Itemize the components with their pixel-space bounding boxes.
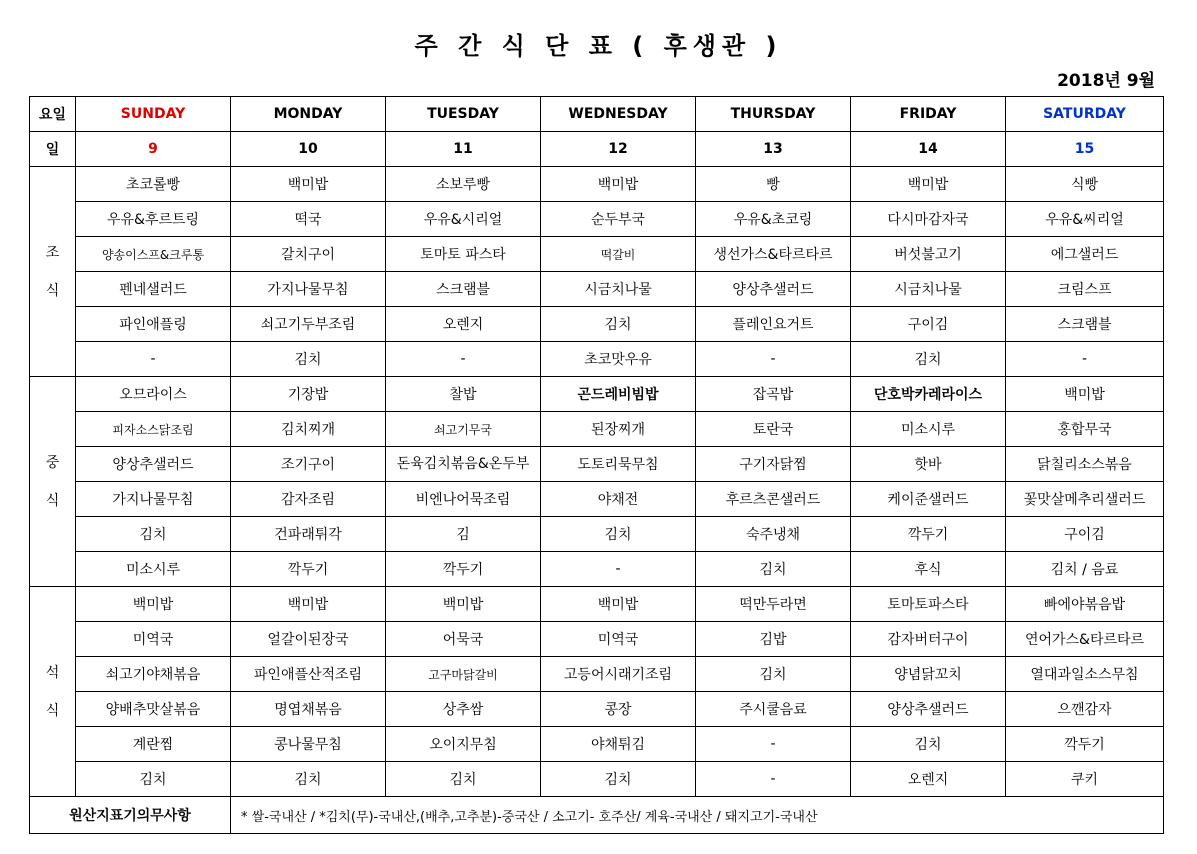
lunch-dish-monday: 감자조림	[231, 482, 386, 517]
breakfast-row	[30, 167, 1164, 202]
lunch-dish-wednesday: -	[541, 552, 696, 587]
dinner-row	[30, 622, 1164, 657]
lunch-row	[30, 447, 1164, 482]
breakfast-dish-friday: 김치	[851, 342, 1006, 377]
dinner-dish-friday: 김치	[851, 727, 1006, 762]
dinner-dish-sunday: 김치	[76, 762, 231, 797]
dinner-dish-saturday: 으깬감자	[1006, 692, 1164, 727]
weekday-saturday: SATURDAY	[1006, 97, 1164, 132]
lunch-row	[30, 412, 1164, 447]
dinner-dish-monday: 명엽채볶음	[231, 692, 386, 727]
lunch-dish-wednesday: 된장찌개	[541, 412, 696, 447]
breakfast-dish-thursday: 플레인요거트	[696, 307, 851, 342]
lunch-dish-thursday: 숙주냉채	[696, 517, 851, 552]
date-tuesday: 11	[386, 132, 541, 167]
dinner-dish-thursday: -	[696, 727, 851, 762]
dinner-dish-friday: 양상추샐러드	[851, 692, 1006, 727]
origin-notice-row	[30, 797, 1164, 834]
date-friday: 14	[851, 132, 1006, 167]
lunch-row	[30, 377, 1164, 412]
dinner-dish-thursday: 주시쿨음료	[696, 692, 851, 727]
breakfast-dish-friday: 버섯불고기	[851, 237, 1006, 272]
dinner-dish-thursday: 김치	[696, 657, 851, 692]
breakfast-dish-tuesday: -	[386, 342, 541, 377]
lunch-dish-thursday: 토란국	[696, 412, 851, 447]
dinner-dish-friday: 감자버터구이	[851, 622, 1006, 657]
dinner-label-char-2: 식	[45, 702, 60, 719]
breakfast-dish-sunday: 파인애플링	[76, 307, 231, 342]
breakfast-dish-thursday: 우유&초코링	[696, 202, 851, 237]
dinner-dish-tuesday: 오이지무침	[386, 727, 541, 762]
origin-notice-label: 원산지표기의무사항	[30, 797, 231, 834]
breakfast-row	[30, 307, 1164, 342]
lunch-dish-friday: 깍두기	[851, 517, 1006, 552]
lunch-dish-sunday: 김치	[76, 517, 231, 552]
dinner-dish-tuesday: 상추쌈	[386, 692, 541, 727]
breakfast-dish-saturday: 우유&씨리얼	[1006, 202, 1164, 237]
date-wednesday: 12	[541, 132, 696, 167]
dinner-row	[30, 587, 1164, 622]
lunch-dish-monday: 깍두기	[231, 552, 386, 587]
breakfast-dish-sunday: 펜네샐러드	[76, 272, 231, 307]
breakfast-dish-thursday: 빵	[696, 167, 851, 202]
breakfast-dish-saturday: 스크램블	[1006, 307, 1164, 342]
lunch-dish-tuesday: 돈육김치볶음&온두부	[386, 447, 541, 482]
dinner-dish-saturday: 빠에야볶음밥	[1006, 587, 1164, 622]
breakfast-dish-monday: 백미밥	[231, 167, 386, 202]
dinner-dish-friday: 오렌지	[851, 762, 1006, 797]
lunch-dish-thursday: 잡곡밥	[696, 377, 851, 412]
breakfast-dish-wednesday: 김치	[541, 307, 696, 342]
breakfast-dish-sunday: 우유&후르트링	[76, 202, 231, 237]
lunch-dish-saturday: 백미밥	[1006, 377, 1164, 412]
breakfast-dish-sunday: 양송이스프&크루통	[76, 237, 231, 272]
breakfast-dish-saturday: 에그샐러드	[1006, 237, 1164, 272]
lunch-dish-wednesday: 곤드레비빔밥	[541, 377, 696, 412]
lunch-dish-wednesday: 도토리묵무침	[541, 447, 696, 482]
date-label: 일	[30, 132, 76, 167]
lunch-dish-tuesday: 비엔나어묵조림	[386, 482, 541, 517]
lunch-dish-thursday: 구기자닭찜	[696, 447, 851, 482]
breakfast-dish-wednesday: 백미밥	[541, 167, 696, 202]
weekday-tuesday: TUESDAY	[386, 97, 541, 132]
dinner-dish-tuesday: 고구마닭갈비	[386, 657, 541, 692]
lunch-dish-monday: 건파래튀각	[231, 517, 386, 552]
dinner-dish-saturday: 열대과일소스무침	[1006, 657, 1164, 692]
breakfast-dish-tuesday: 우유&시리얼	[386, 202, 541, 237]
dinner-dish-monday: 김치	[231, 762, 386, 797]
lunch-dish-sunday: 피자소스닭조림	[76, 412, 231, 447]
date-saturday: 15	[1006, 132, 1164, 167]
dinner-dish-monday: 백미밥	[231, 587, 386, 622]
lunch-dish-friday: 미소시루	[851, 412, 1006, 447]
dinner-dish-tuesday: 백미밥	[386, 587, 541, 622]
lunch-dish-friday: 케이준샐러드	[851, 482, 1006, 517]
lunch-dish-saturday: 닭칠리소스볶음	[1006, 447, 1164, 482]
lunch-dish-sunday: 미소시루	[76, 552, 231, 587]
breakfast-dish-saturday: 식빵	[1006, 167, 1164, 202]
lunch-dish-thursday: 후르츠콘샐러드	[696, 482, 851, 517]
lunch-row	[30, 552, 1164, 587]
breakfast-dish-friday: 다시마감자국	[851, 202, 1006, 237]
lunch-dish-monday: 기장밥	[231, 377, 386, 412]
lunch-dish-thursday: 김치	[696, 552, 851, 587]
lunch-dish-saturday: 김치 / 음료	[1006, 552, 1164, 587]
dinner-dish-wednesday: 김치	[541, 762, 696, 797]
breakfast-dish-wednesday: 시금치나물	[541, 272, 696, 307]
weekday-header-row	[30, 97, 1164, 132]
lunch-dish-tuesday: 쇠고기무국	[386, 412, 541, 447]
weekly-menu-table	[29, 96, 1164, 834]
dinner-dish-wednesday: 백미밥	[541, 587, 696, 622]
lunch-dish-tuesday: 김	[386, 517, 541, 552]
lunch-dish-wednesday: 김치	[541, 517, 696, 552]
weekday-label: 요일	[30, 97, 76, 132]
dinner-label-char-1: 석	[45, 664, 60, 681]
weekday-friday: FRIDAY	[851, 97, 1006, 132]
dinner-dish-wednesday: 고등어시래기조림	[541, 657, 696, 692]
dinner-dish-saturday: 연어가스&타르타르	[1006, 622, 1164, 657]
lunch-dish-monday: 김치찌개	[231, 412, 386, 447]
lunch-row	[30, 517, 1164, 552]
breakfast-dish-tuesday: 오렌지	[386, 307, 541, 342]
lunch-row	[30, 482, 1164, 517]
dinner-row	[30, 727, 1164, 762]
dinner-dish-thursday: 김밥	[696, 622, 851, 657]
dinner-dish-monday: 콩나물무침	[231, 727, 386, 762]
weekday-thursday: THURSDAY	[696, 97, 851, 132]
dinner-dish-saturday: 쿠키	[1006, 762, 1164, 797]
dinner-row	[30, 692, 1164, 727]
date-sunday: 9	[76, 132, 231, 167]
breakfast-dish-wednesday: 순두부국	[541, 202, 696, 237]
lunch-dish-monday: 조기구이	[231, 447, 386, 482]
dinner-dish-thursday: 떡만두라면	[696, 587, 851, 622]
breakfast-dish-monday: 갈치구이	[231, 237, 386, 272]
breakfast-label	[30, 167, 76, 377]
lunch-dish-friday: 후식	[851, 552, 1006, 587]
breakfast-dish-thursday: 양상추샐러드	[696, 272, 851, 307]
breakfast-dish-tuesday: 토마토 파스타	[386, 237, 541, 272]
breakfast-row	[30, 272, 1164, 307]
breakfast-row	[30, 202, 1164, 237]
date-monday: 10	[231, 132, 386, 167]
breakfast-dish-monday: 쇠고기두부조림	[231, 307, 386, 342]
dinner-dish-monday: 얼갈이된장국	[231, 622, 386, 657]
breakfast-label-char-2: 식	[45, 282, 60, 299]
lunch-dish-friday: 단호박카레라이스	[851, 377, 1006, 412]
breakfast-dish-wednesday: 초코맛우유	[541, 342, 696, 377]
lunch-dish-sunday: 가지나물무침	[76, 482, 231, 517]
dinner-dish-thursday: -	[696, 762, 851, 797]
dinner-dish-tuesday: 어묵국	[386, 622, 541, 657]
origin-notice-text: * 쌀-국내산 / *김치(무)-국내산,(배추,고추분)-중국산 / 소고기- 호주산/ 계육-국내산 / 돼지고기-국내산	[231, 797, 1164, 834]
breakfast-dish-monday: 떡국	[231, 202, 386, 237]
dinner-dish-sunday: 쇠고기야채볶음	[76, 657, 231, 692]
lunch-dish-tuesday: 깍두기	[386, 552, 541, 587]
lunch-label	[30, 377, 76, 587]
weekday-wednesday: WEDNESDAY	[541, 97, 696, 132]
dinner-dish-wednesday: 야채튀김	[541, 727, 696, 762]
breakfast-row	[30, 237, 1164, 272]
lunch-dish-saturday: 구이김	[1006, 517, 1164, 552]
dinner-dish-sunday: 양배추맛살볶음	[76, 692, 231, 727]
breakfast-dish-thursday: 생선가스&타르타르	[696, 237, 851, 272]
breakfast-dish-monday: 가지나물무침	[231, 272, 386, 307]
breakfast-dish-saturday: -	[1006, 342, 1164, 377]
breakfast-dish-saturday: 크림스프	[1006, 272, 1164, 307]
date-header-row	[30, 132, 1164, 167]
weekday-sunday: SUNDAY	[76, 97, 231, 132]
dinner-dish-sunday: 계란찜	[76, 727, 231, 762]
dinner-label	[30, 587, 76, 797]
breakfast-dish-friday: 구이김	[851, 307, 1006, 342]
breakfast-row	[30, 342, 1164, 377]
lunch-label-char-1: 중	[45, 454, 60, 471]
page-title: 주 간 식 단 표 ( 후생관 )	[414, 32, 783, 60]
breakfast-dish-tuesday: 소보루빵	[386, 167, 541, 202]
lunch-dish-wednesday: 야채전	[541, 482, 696, 517]
year-month: 2018년 9월	[1057, 71, 1155, 91]
breakfast-dish-friday: 시금치나물	[851, 272, 1006, 307]
lunch-dish-sunday: 양상추샐러드	[76, 447, 231, 482]
dinner-dish-sunday: 백미밥	[76, 587, 231, 622]
dinner-row	[30, 657, 1164, 692]
dinner-dish-saturday: 깍두기	[1006, 727, 1164, 762]
breakfast-dish-thursday: -	[696, 342, 851, 377]
dinner-dish-wednesday: 미역국	[541, 622, 696, 657]
date-thursday: 13	[696, 132, 851, 167]
dinner-dish-friday: 양념닭꼬치	[851, 657, 1006, 692]
lunch-dish-saturday: 꽃맛살메추리샐러드	[1006, 482, 1164, 517]
breakfast-dish-sunday: 초코롤빵	[76, 167, 231, 202]
dinner-dish-tuesday: 김치	[386, 762, 541, 797]
breakfast-dish-monday: 김치	[231, 342, 386, 377]
dinner-dish-wednesday: 콩장	[541, 692, 696, 727]
dinner-row	[30, 762, 1164, 797]
lunch-dish-saturday: 홍합무국	[1006, 412, 1164, 447]
breakfast-dish-sunday: -	[76, 342, 231, 377]
lunch-dish-sunday: 오므라이스	[76, 377, 231, 412]
breakfast-dish-tuesday: 스크램블	[386, 272, 541, 307]
dinner-dish-sunday: 미역국	[76, 622, 231, 657]
breakfast-label-char-1: 조	[45, 244, 60, 261]
breakfast-dish-friday: 백미밥	[851, 167, 1006, 202]
weekday-monday: MONDAY	[231, 97, 386, 132]
breakfast-dish-wednesday: 떡갈비	[541, 237, 696, 272]
dinner-dish-monday: 파인애플산적조림	[231, 657, 386, 692]
lunch-dish-friday: 핫바	[851, 447, 1006, 482]
lunch-label-char-2: 식	[45, 492, 60, 509]
lunch-dish-tuesday: 찰밥	[386, 377, 541, 412]
dinner-dish-friday: 토마토파스타	[851, 587, 1006, 622]
